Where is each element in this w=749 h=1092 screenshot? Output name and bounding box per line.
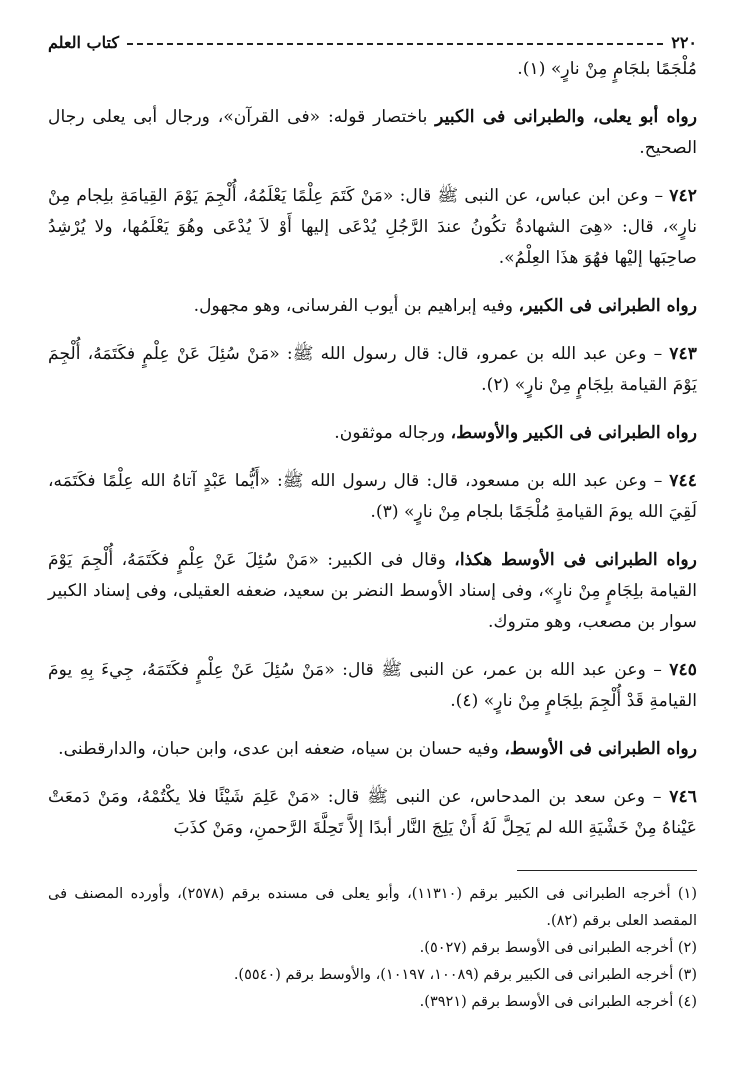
source-label: رواه الطبرانى فى الأوسط، [504,739,697,759]
footnote: (٢) أخرجه الطبرانى فى الأوسط برقم (٥٠٢٧). [419,940,697,956]
hadith-745: ٧٤٥ – وعن عبد الله بن عمر، عن النبى ﷺ قال: «مَنْ سُئِلَ عَنْ عِلْمٍ فكَتَمَهُ، جِيءَ بِهِ يومَ القيامةِ قَدْ أُلْجِمَ بلِجَامٍ مِنْ نارٍ» (٤). [48,660,697,711]
text-paragraph: مُلْجَمًا بلجَامٍ مِنْ نارٍ» (١). [517,59,697,79]
source-label: رواه أبو يعلى، والطبرانى فى الكبير [435,107,697,127]
footnote: (٤) أخرجه الطبرانى فى الأوسط برقم (٣٩٢١). [419,994,697,1010]
hadith-number: ٧٤٣ [669,344,697,364]
hadith-746: ٧٤٦ – وعن سعد بن المدحاس، عن النبى ﷺ قال: «مَنْ عَلِمَ شَيْئًا فلا يكْتُمْهُ، ومَنْ دَمعَتْ عَيْناهُ مِنْ خَشْيَةِ الله لم يَحِلَّ لَهُ أَنْ يَلِجَ النَّار أبدًا إلاَّ تَحِلَّةَ الرَّحمنِ، ومَنْ كذَبَ [48,787,697,838]
hadith-743: ٧٤٣ – وعن عبد الله بن عمرو، قال: قال رسول الله ﷺ: «مَنْ سُئِلَ عَنْ عِلْمٍ فكَتَمَهُ، أُلْجِمَ يَوْمَ القيامة بلِجَامٍ مِنْ نارٍ» (٢). [48,344,697,395]
hadith-744: ٧٤٤ – وعن عبد الله بن مسعود، قال: قال رسول الله ﷺ: «أَيُّما عَبْدٍ آتاهُ الله عِلْمًا فكَتَمَه، لَقِيَ الله يومَ القيامةِ مُلْجَمًا بلجام مِنْ نارٍ» (٣). [48,471,697,522]
source-paragraph: رواه الطبرانى فى الأوسط، وفيه حسان بن سياه، ضعفه ابن عدى، وابن حبان، والدارقطنى. [58,739,697,759]
footnote: (٣) أخرجه الطبرانى فى الكبير برقم (١٠٠٨٩، ١٠١٩٧)، والأوسط برقم (٥٥٤٠). [233,967,697,983]
source-paragraph: رواه الطبرانى فى الأوسط هكذا، وقال فى الكبير: «مَنْ سُئِلَ عَنْ عِلْمٍ فكَتَمَهُ، أُلْجِمَ يَوْمَ القيامة بلِجَامٍ مِنْ نارٍ»، وفى إسناد الأوسط النضر بن سعيد، ضعفه العقيلى، وفى إسناد الكبير سوار بن مصعب، وهو متروك. [48,550,697,632]
header-rule [127,43,663,45]
source-label: رواه الطبرانى فى الكبير والأوسط، [450,423,697,443]
hadith-number: ٧٤٢ [669,186,697,206]
hadith-742: ٧٤٢ – وعن ابن عباس، عن النبى ﷺ قال: «مَنْ كَتَمَ عِلْمًا يَعْلَمُهُ، أُلْجِمَ يَوْمَ القِيامَةِ بلِجام مِنْ نارٍ»، قال: «هِىَ الشهادةُ تكُونُ عندَ الرَّجُلِ يُدْعَى إليها أَوْ لاَ يُدْعَى وهُوَ يَعْلَمُها، ولا يُرْشِدُ صاحِبَها إليْها فهُوَ هذَا العِلْمُ». [48,186,697,268]
hadith-number: ٧٤٥ [669,660,697,680]
hadith-number: ٧٤٤ [669,471,697,491]
source-paragraph: رواه الطبرانى فى الكبير والأوسط، ورجاله موثقون. [334,423,697,443]
page-header [48,30,697,54]
source-paragraph: رواه أبو يعلى، والطبرانى فى الكبير باختصار قوله: «فى القرآن»، ورجال أبى يعلى رجال الصحيح. [48,107,697,158]
footnotes [48,881,697,1016]
footnote: (١) أخرجه الطبرانى فى الكبير برقم (١١٣١٠)، وأبو يعلى فى مسنده برقم (٢٥٧٨)، وأورده المصنف فى المقصد العلى برقم (٨٢). [48,886,698,929]
source-paragraph: رواه الطبرانى فى الكبير، وفيه إبراهيم بن أيوب الفرسانى، وهو مجهول. [193,296,697,316]
source-label: رواه الطبرانى فى الكبير، [518,296,697,316]
footnote-separator [517,870,697,871]
page-number: ٢٢٠ [671,32,697,52]
source-label: رواه الطبرانى فى الأوسط هكذا، [454,550,697,570]
hadith-number: ٧٤٦ [669,787,697,807]
main-text [48,54,697,844]
book-title: كتاب العلم [48,32,119,52]
